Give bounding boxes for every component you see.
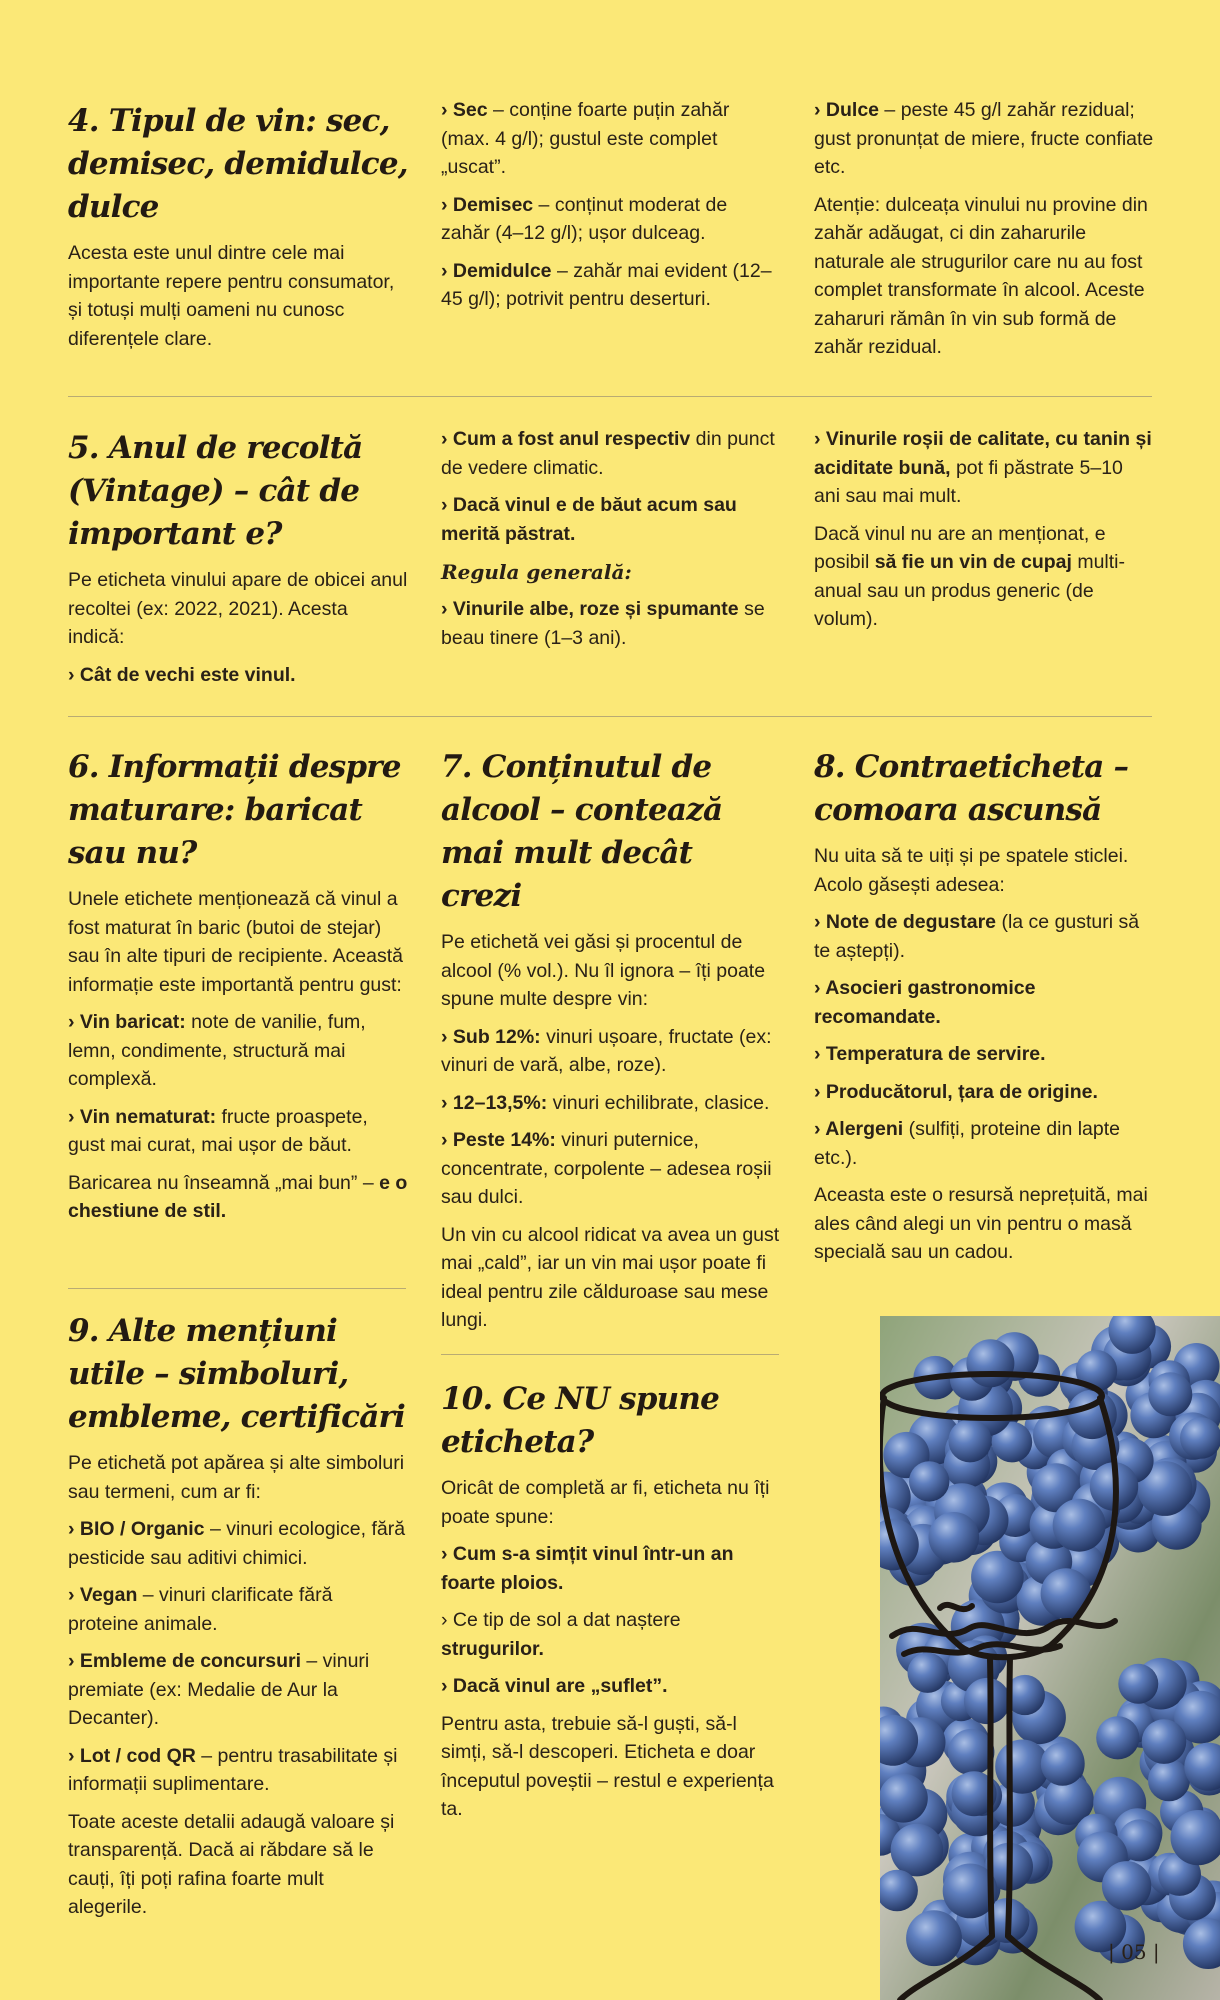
vintage-item-climate — [441, 425, 781, 482]
section-7-intro: Pe etichetă vei găsi și procentul de alcool (% vol.). Nu îl ignora – îți poate spune multe despre vin: — [441, 931, 766, 1010]
grapes-wine-glass-illustration — [880, 1316, 1220, 2000]
no-year-text-a: Dacă vinul nu are an menționat, e posibil — [814, 522, 1106, 573]
tasting-label: › Note de degustare — [814, 911, 997, 933]
back-label-item-tasting — [814, 908, 1154, 965]
section-6-title: 6. Informații despre maturare: baricat sau nu? — [68, 749, 401, 871]
section-5-column-2 — [441, 425, 781, 661]
section-8 — [814, 746, 1154, 1276]
grape-berry — [929, 1512, 980, 1563]
divider — [441, 1354, 779, 1355]
baricat-text: note de vanilie, fum, lemn, condimente, structură mai complexă. — [68, 1011, 366, 1090]
divider — [68, 396, 1152, 397]
allergens-text: (sulfiți, proteine din lapte etc.). — [814, 1118, 1121, 1169]
sec-label: › Sec — [441, 99, 488, 121]
section-6-intro: Unele etichete menționează că vinul a fost maturat în baric (butoi de stejar) sau în alte tipuri de recipiente. Această informație este importantă pentru gust: — [68, 888, 403, 996]
grape-berry — [1142, 1719, 1187, 1764]
lot-label: › Lot / cod QR — [68, 1744, 196, 1767]
section-9-note: Toate aceste detalii adaugă valoare și transparență. Dacă ai răbdare să le cauți, îți poți rafina foarte mult alegerile. — [68, 1810, 395, 1918]
grape-berry — [1118, 1664, 1158, 1704]
lot-text: – pentru trasabilitate și informații suplimentare. — [68, 1744, 398, 1795]
vintage-item-keep: › Dacă vinul e de băut acum sau merită păstrat. — [441, 494, 737, 545]
section-5-column-3 — [814, 425, 1154, 643]
vintage-item-age: › Cât de vechi este vinul. — [68, 663, 296, 686]
climate-label: › Cum a fost anul respectiv — [441, 428, 691, 450]
back-label-note: Aceasta este o resursă neprețuită, mai ales când alegi un vin pentru o masă specială sau un cadou. — [814, 1184, 1148, 1263]
general-rule-heading: Regula generală: — [441, 560, 632, 584]
section-6 — [68, 746, 408, 1235]
section-4-title: 4. Tipul de vin: sec, demisec, demidulce, dulce — [68, 103, 408, 225]
section-9-title: 9. Alte mențiuni utile – simboluri, embleme, certificări — [68, 1313, 406, 1435]
section-5-intro-column — [68, 425, 408, 698]
grape-berry — [1180, 1417, 1220, 1459]
grape-berry — [891, 1824, 944, 1877]
section-5-title: 5. Anul de recoltă (Vintage) – cât de important e? — [68, 430, 363, 552]
high-text: vinuri puternice, concentrate, corpolente – adesea roșii sau dulci. — [441, 1129, 772, 1208]
climate-text: din punct de vedere climatic. — [441, 428, 775, 479]
section-5-intro: Pe eticheta vinului apare de obicei anul recoltei (ex: 2022, 2021). Acesta indică: — [68, 569, 408, 648]
no-year-text-b: să fie un vin de cupaj — [874, 551, 1072, 573]
grape-berry — [906, 1910, 962, 1966]
baricare-note — [68, 1169, 408, 1226]
section-9-intro: Pe etichetă pot apărea și alte simboluri sau termeni, cum ar fi: — [68, 1452, 405, 1503]
demidulce-text: – zahăr mai evident (12–45 g/l); potrivit pentru deserturi. — [441, 259, 772, 310]
awards-text: – vinuri premiate (ex: Medalie de Aur la Decanter). — [68, 1650, 370, 1729]
demidulce-label: › Demidulce — [441, 259, 552, 282]
awards-label: › Embleme de concursuri — [68, 1650, 301, 1672]
grape-berry — [909, 1461, 949, 1501]
atentie-note: Atenție: dulceața vinului nu provine din zahăr adăugat, ci din zaharurile naturale ale strugurilor care nu au fost complet transformate în alcool. Aceste zaharuri rămân în vin sub formă de zahăr rezidual. — [814, 193, 1148, 358]
unknown-item-rain: › Cum s-a simțit vinul într-un an foarte ploios. — [441, 1543, 734, 1594]
demisec-label: › Demisec — [441, 193, 534, 216]
grape-berry — [966, 1339, 1014, 1387]
back-label-item-pairing: › Asocieri gastronomice recomandate. — [814, 977, 1036, 1028]
back-label-item-producer: › Producătorul, țara de origine. — [814, 1080, 1098, 1103]
vegan-text: – vinuri clarificate fără proteine animale. — [68, 1584, 333, 1635]
nematurat-item — [68, 1103, 408, 1160]
back-label-item-allergens — [814, 1115, 1154, 1172]
bio-text: – vinuri ecologice, fără pesticide sau aditivi chimici. — [68, 1518, 406, 1569]
demisec-item — [441, 191, 781, 248]
vegan-label: › Vegan — [68, 1584, 138, 1606]
demisec-text: – conținut moderat de zahăr (4–12 g/l); ușor dulceag. — [441, 193, 728, 244]
mid-label: › 12–13,5%: — [441, 1091, 548, 1114]
baricat-label: › Vin baricat: — [68, 1011, 186, 1033]
bio-label: › BIO / Organic — [68, 1518, 205, 1540]
no-year-note — [814, 520, 1154, 634]
white-label: › Vinurile albe, roze și spumante — [441, 598, 739, 620]
tasting-text: (la ce gusturi să te aștepți). — [814, 911, 1140, 962]
symbol-item-lot — [68, 1742, 408, 1799]
grape-berry — [1053, 1499, 1106, 1552]
dulce-text: – peste 45 g/l zahăr rezidual; gust pronunțat de miere, fructe confiate etc. — [814, 99, 1154, 178]
back-label-item-temperature: › Temperatura de servire. — [814, 1043, 1046, 1065]
unknown-item-soul: › Dacă vinul are „suflet”. — [441, 1675, 668, 1697]
section-4-column-3 — [814, 96, 1154, 371]
allergens-label: › Alergeni — [814, 1118, 904, 1140]
white-text: se beau tinere (1–3 ani). — [441, 598, 765, 649]
alcohol-item-mid — [441, 1089, 781, 1118]
section-10-column — [441, 1378, 781, 1833]
low-label: › Sub 12%: — [441, 1025, 541, 1048]
grapes-image — [880, 1316, 1220, 2000]
grape-berry — [948, 1419, 991, 1462]
symbol-item-vegan — [68, 1581, 408, 1638]
baricat-item — [68, 1008, 408, 1094]
section-4-intro: Acesta este unul dintre cele mai importante repere pentru consumator, și totuși mulți oameni nu cunosc diferențele clare. — [68, 242, 395, 350]
page-number: | 05 | — [1108, 1940, 1160, 1964]
alcohol-note: Un vin cu alcool ridicat va avea un gust mai „cald”, iar un vin mai ușor poate fi ideal pentru zile călduroase sau mese lungi. — [441, 1223, 780, 1331]
grape-berry — [1096, 1716, 1139, 1759]
grape-berry — [880, 1774, 928, 1823]
demidulce-item — [441, 257, 781, 314]
symbol-item-awards — [68, 1647, 408, 1733]
section-10-note: Pentru asta, trebuie să-l guști, să-l simți, să-l descoperi. Eticheta e doar începutul poveștii – restul e experiența ta. — [441, 1712, 774, 1820]
dulce-item — [814, 96, 1154, 182]
vintage-item-red — [814, 425, 1154, 511]
nematurat-text: fructe proaspete, gust mai curat, mai ușor de băut. — [68, 1105, 368, 1156]
grape-berry — [964, 1678, 1010, 1724]
divider — [68, 716, 1152, 717]
mid-text: vinuri echilibrate, clasice. — [547, 1091, 770, 1114]
low-text: vinuri ușoare, fructate (ex: vinuri de vară, albe, roze). — [441, 1025, 772, 1076]
soil-text-a: › Ce tip de sol a dat naștere — [441, 1609, 681, 1631]
grape-berry — [1148, 1372, 1192, 1416]
sec-text: – conține foarte puțin zahăr (max. 4 g/l); gustul este complet „uscat”. — [441, 99, 730, 178]
dulce-label: › Dulce — [814, 99, 880, 121]
section-10-title: 10. Ce NU spune eticheta? — [441, 1381, 720, 1460]
no-year-text-c: multi-anual sau un produs generic (de volum). — [814, 551, 1126, 630]
section-4-column-2 — [441, 96, 781, 323]
nematurat-label: › Vin nematurat: — [68, 1105, 217, 1128]
divider — [68, 1288, 406, 1289]
section-4-intro-column — [68, 96, 408, 362]
soil-text-b: strugurilor. — [441, 1637, 544, 1660]
baricare-text-b: e o chestiune de stil. — [68, 1171, 408, 1222]
grape-berry — [908, 1653, 948, 1693]
section-7 — [441, 746, 781, 1344]
section-9-column — [68, 1310, 408, 1931]
section-7-title: 7. Conținutul de alcool – contează mai mult decât crezi — [441, 749, 723, 914]
section-10-intro: Oricât de completă ar fi, eticheta nu îți poate spune: — [441, 1477, 770, 1528]
vintage-item-white — [441, 595, 781, 652]
grape-berry — [1148, 1759, 1190, 1801]
section-8-intro: Nu uita să te uiți și pe spatele sticlei. Acolo găsești adesea: — [814, 845, 1129, 896]
section-8-title: 8. Contraeticheta – comoara ascunsă — [814, 749, 1129, 828]
symbol-item-bio — [68, 1515, 408, 1572]
red-text: pot fi păstrate 5–10 ani sau mai mult. — [814, 456, 1123, 507]
red-label: › Vinurile roșii de calitate, cu tanin și aciditate bună, — [814, 428, 1152, 479]
grape-berry — [1102, 1861, 1151, 1910]
high-label: › Peste 14%: — [441, 1129, 556, 1151]
alcohol-item-high — [441, 1126, 781, 1212]
alcohol-item-low — [441, 1023, 781, 1080]
grape-berry — [1041, 1742, 1085, 1786]
unknown-item-soil — [441, 1606, 781, 1663]
sec-item — [441, 96, 781, 182]
baricare-text-a: Baricarea nu înseamnă „mai bun” – — [68, 1171, 380, 1194]
